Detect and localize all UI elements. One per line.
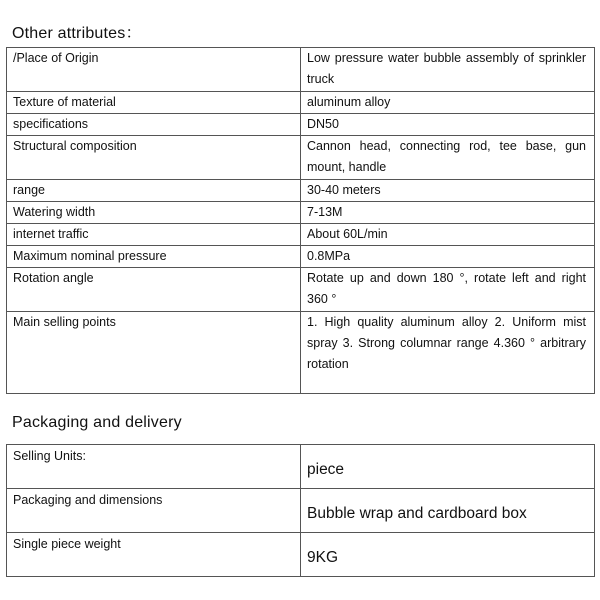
attr-label-selling-points: Main selling points xyxy=(7,312,301,394)
table-row xyxy=(7,246,595,268)
table-row xyxy=(7,533,595,577)
pack-value-weight: 9KG xyxy=(301,533,595,577)
packaging-heading: Packaging and delivery xyxy=(12,414,182,431)
attr-value-rotation-angle: Rotate up and down 180 °, rotate left and right 360 ° xyxy=(301,268,595,312)
table-row xyxy=(7,202,595,224)
pack-label-weight: Single piece weight xyxy=(7,533,301,577)
table-row xyxy=(7,489,595,533)
attr-value-watering-width: 7-13M xyxy=(301,202,595,224)
pack-value-selling-units: piece xyxy=(301,445,595,489)
attr-label-structural-composition: Structural composition xyxy=(7,136,301,180)
attr-label-specifications: specifications xyxy=(7,114,301,136)
table-row xyxy=(7,48,595,92)
packaging-table xyxy=(6,444,595,577)
attr-value-internet-traffic: About 60L/min xyxy=(301,224,595,246)
table-row xyxy=(7,312,595,394)
pack-label-selling-units: Selling Units: xyxy=(7,445,301,489)
attr-label-range: range xyxy=(7,180,301,202)
pack-label-dimensions: Packaging and dimensions xyxy=(7,489,301,533)
attr-value-selling-points: 1. High quality aluminum alloy 2. Uniform mist spray 3. Strong columnar range 4.360 ° arbitrary rotation xyxy=(301,312,595,394)
attr-value-max-pressure: 0.8MPa xyxy=(301,246,595,268)
attr-label-material: Texture of material xyxy=(7,92,301,114)
attr-label-internet-traffic: internet traffic xyxy=(7,224,301,246)
attr-value-range: 30-40 meters xyxy=(301,180,595,202)
attr-value-specifications: DN50 xyxy=(301,114,595,136)
table-row xyxy=(7,180,595,202)
table-row xyxy=(7,136,595,180)
attr-label-max-pressure: Maximum nominal pressure xyxy=(7,246,301,268)
table-row xyxy=(7,445,595,489)
attr-value-place-of-origin: Low pressure water bubble assembly of sprinkler truck xyxy=(301,48,595,92)
table-row xyxy=(7,92,595,114)
table-row xyxy=(7,224,595,246)
attr-label-watering-width: Watering width xyxy=(7,202,301,224)
attr-label-rotation-angle: Rotation angle xyxy=(7,268,301,312)
other-attributes-table xyxy=(6,47,595,394)
table-row xyxy=(7,268,595,312)
attr-value-structural-composition: Cannon head, connecting rod, tee base, gun mount, handle xyxy=(301,136,595,180)
pack-value-dimensions: Bubble wrap and cardboard box xyxy=(301,489,595,533)
attr-label-place-of-origin: /Place of Origin xyxy=(7,48,301,92)
other-attributes-heading: Other attributes： xyxy=(12,25,142,42)
table-row xyxy=(7,114,595,136)
attr-value-material: aluminum alloy xyxy=(301,92,595,114)
